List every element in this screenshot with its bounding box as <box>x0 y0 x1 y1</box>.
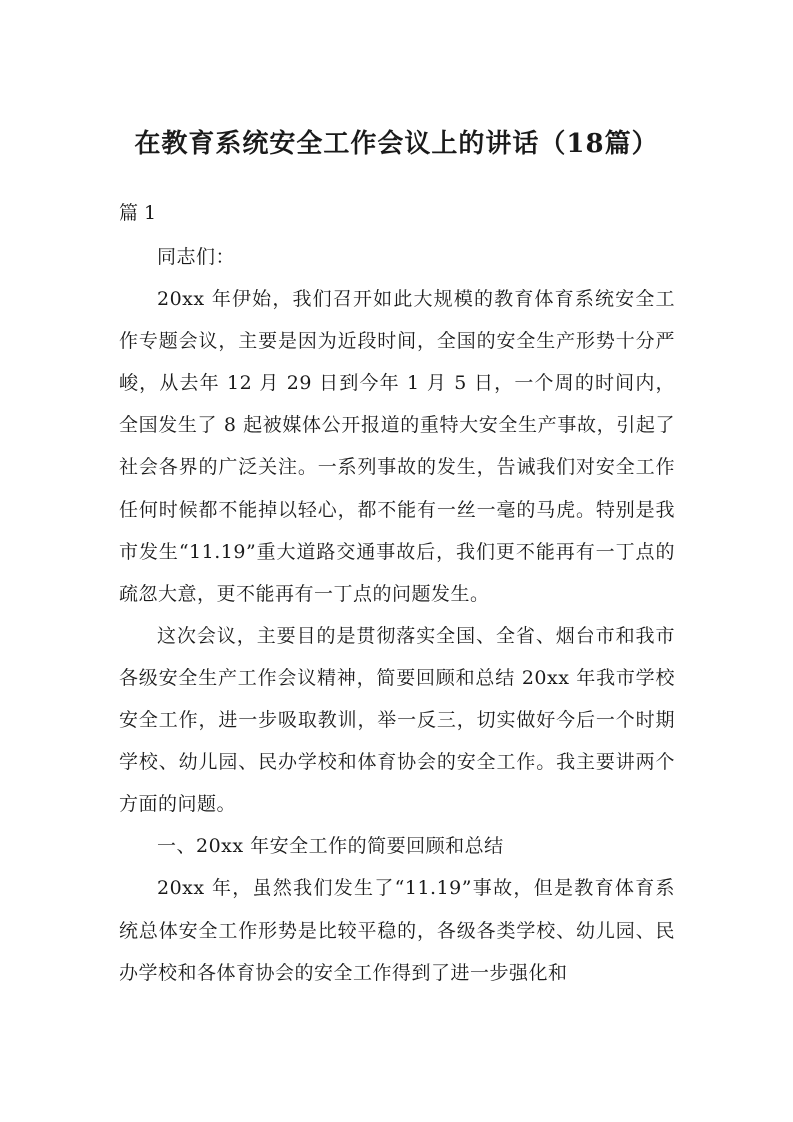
body-paragraph: 20xx 年，虽然我们发生了“11.19”事故，但是教育体育系统总体安全工作形势是比较平稳的，各级各类学校、幼儿园、民办学校和各体育协会的安全工作得到了进一步强化和 <box>119 877 675 984</box>
section-heading: 一、20xx 年安全工作的简要回顾和总结 <box>157 835 504 858</box>
body-paragraph: 这次会议，主要目的是贯彻落实全国、全省、烟台市和我市各级安全生产工作会议精神，简要回顾和总结 20xx 年我市学校安全工作，进一步吸取教训，举一反三，切实做好今后一个时期学校、幼儿园、民办学校和体育协会的安全工作。我主要讲两个方面的问题。 <box>119 624 675 816</box>
salutation-paragraph: 同志们： <box>157 246 236 268</box>
document-body <box>119 236 675 994</box>
body-paragraph: 20xx 年伊始，我们召开如此大规模的教育体育系统安全工作专题会议，主要是因为近段时间，全国的安全生产形势十分严峻，从去年 12 月 29 日到今年 1 月 5 日，一个周的时间内，全国发生了 8 起被媒体公开报道的重特大安全生产事故，引起了社会各界的广泛关注。一系列事故的发生，告诫我们对安全工作任何时候都不能掉以轻心，都不能有一丝一毫的马虎。特别是我市发生“11.19”重大道路交通事故后，我们更不能再有一丁点的疏忽大意，更不能再有一丁点的问题发生。 <box>119 288 675 605</box>
document-title: 在教育系统安全工作会议上的讲话（18篇） <box>134 129 659 159</box>
section-label: 篇 1 <box>119 202 157 224</box>
